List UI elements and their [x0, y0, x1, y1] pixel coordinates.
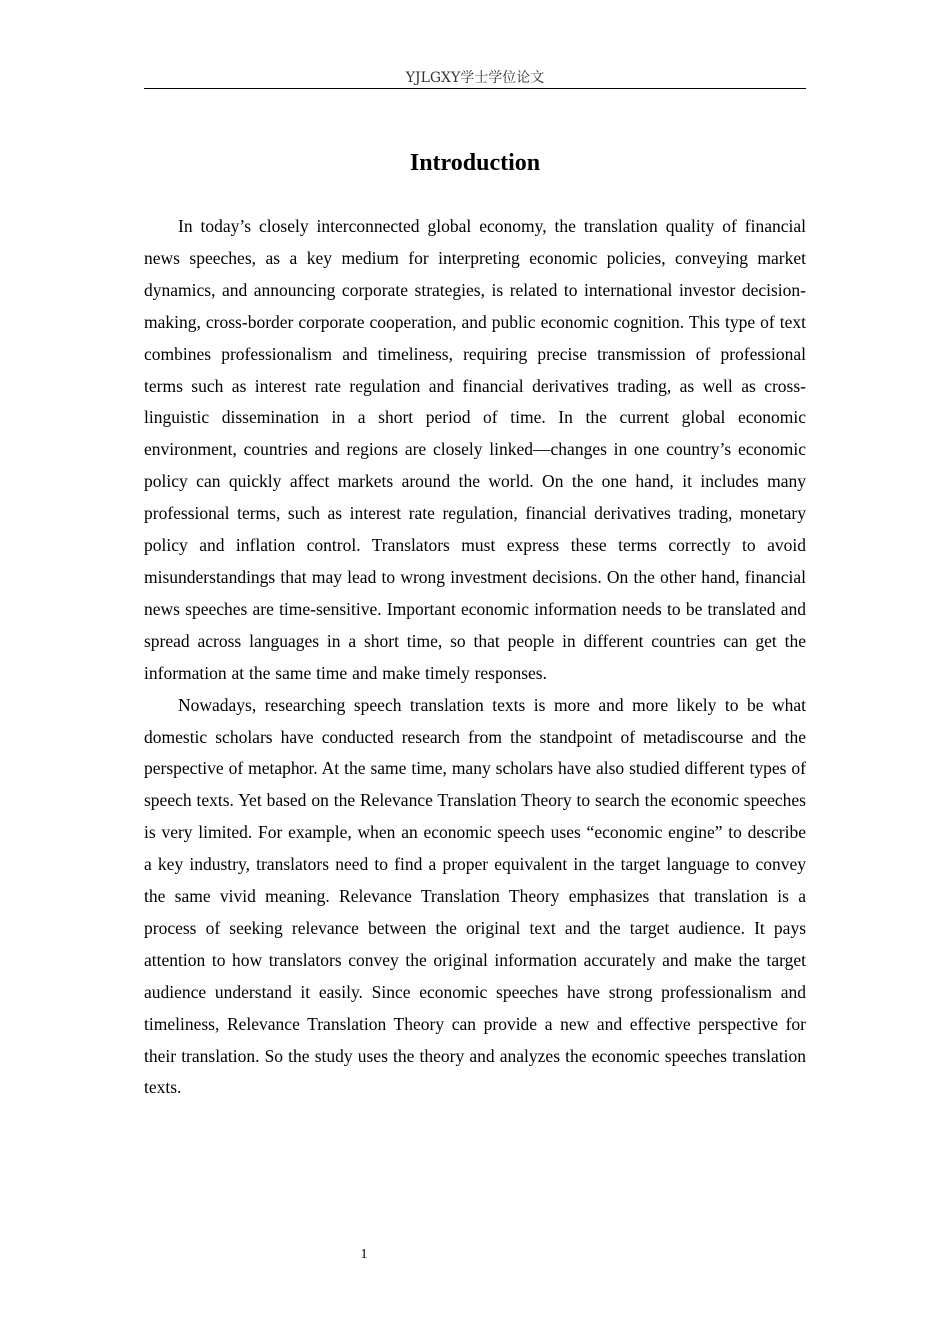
paragraph-1: In today’s closely interconnected global economy, the translation quality of financial news speeches, as a key medium for interpreting economic policies, conveying market dynamics, and announcing corporate strategies, is related to international investor decision-making, cross-border corporate cooperation, and public economic cognition. This type of text combines professionalism and timeliness, requiring precise transmission of professional terms such as interest rate regulation and financial derivatives trading, as well as cross-linguistic dissemination in a short period of time. In the current global economic environment, countries and regions are closely linked—changes in one country’s economic policy can quickly affect markets around the world. On the one hand, it includes many professional terms, such as interest rate regulation, financial derivatives trading, monetary policy and inflation control. Translators must express these terms correctly to avoid misunderstandings that may lead to wrong investment decisions. On the other hand, financial news speeches are time-sensitive. Important economic information needs to be translated and spread across languages in a short time, so that people in different countries can get the information at the same time and make timely responses.	[144, 216, 806, 683]
header-divider	[144, 88, 806, 89]
paragraph-2: Nowadays, researching speech translation texts is more and more likely to be what domestic scholars have conducted research from the standpoint of metadiscourse and the perspective of metaphor. At the same time, many scholars have also studied different types of speech texts. Yet based on the Relevance Translation Theory to search the economic speeches is very limited. For example, when an economic speech uses “economic engine” to describe a key industry, translators need to find a proper equivalent in the target language to convey the same vivid meaning. Relevance Translation Theory emphasizes that translation is a process of seeking relevance between the original text and the target audience. It pays attention to how translators convey the original information accurately and make the target audience understand it easily. Since economic speeches have strong professionalism and timeliness, Relevance Translation Theory can provide a new and effective perspective for their translation. So the study uses the theory and analyzes the economic speeches translation texts.	[144, 694, 806, 1098]
section-title: Introduction	[409, 150, 541, 176]
page-header: YJLGXY学士学位论文	[405, 70, 545, 86]
page-number: 1	[360, 1247, 368, 1262]
body-text	[144, 211, 806, 1104]
